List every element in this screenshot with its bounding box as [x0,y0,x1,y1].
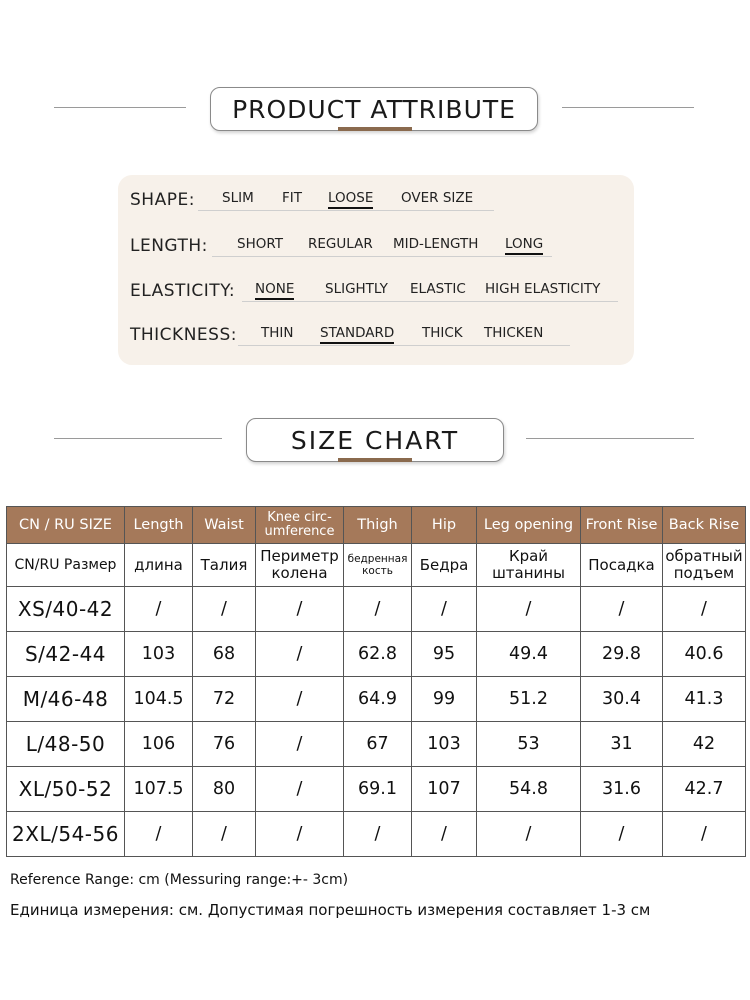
ru-header-cell: Бедра [412,544,477,587]
size-chart-table [6,506,746,857]
value-cell: 42 [663,722,746,767]
attr-option: SLIM [222,190,254,206]
attribute-panel [118,175,634,365]
value-cell: 31 [581,722,663,767]
value-cell: 31.6 [581,767,663,812]
value-cell: / [412,587,477,632]
value-cell: / [256,767,344,812]
ru-header-cell: Посадка [581,544,663,587]
value-cell: / [412,812,477,857]
value-cell: 106 [125,722,193,767]
value-cell: / [125,587,193,632]
attr-label: LENGTH: [130,236,208,256]
value-cell: / [256,632,344,677]
value-cell: 103 [125,632,193,677]
product-attribute-title [210,87,538,131]
value-cell: 40.6 [663,632,746,677]
header-cell: Thigh [344,507,412,544]
value-cell: 53 [477,722,581,767]
header-row-en [7,507,746,544]
header-cell: Front Rise [581,507,663,544]
value-cell: 62.8 [344,632,412,677]
attr-underline [238,345,570,346]
size-cell: XS/40-42 [7,587,125,632]
table-row [7,677,746,722]
header-cell: Waist [193,507,256,544]
ru-header-cell: длина [125,544,193,587]
title-accent-bar [338,458,412,462]
size-cell: XL/50-52 [7,767,125,812]
value-cell: / [193,812,256,857]
value-cell: 107.5 [125,767,193,812]
attr-option: ELASTIC [410,281,466,297]
table-row [7,812,746,857]
attr-option: SHORT [237,236,283,252]
value-cell: / [344,812,412,857]
value-cell: 30.4 [581,677,663,722]
size-cell: 2XL/54-56 [7,812,125,857]
value-cell: / [477,587,581,632]
header-cell: CN / RU SIZE [7,507,125,544]
value-cell: 42.7 [663,767,746,812]
ru-header-cell: обратный подъем [663,544,746,587]
divider-right [562,107,694,108]
header-cell: Hip [412,507,477,544]
value-cell: / [344,587,412,632]
value-cell: 68 [193,632,256,677]
attr-underline [242,301,618,302]
value-cell: / [193,587,256,632]
value-cell: / [581,587,663,632]
title-accent-bar [338,127,412,131]
value-cell: 67 [344,722,412,767]
value-cell: 64.9 [344,677,412,722]
value-cell: 49.4 [477,632,581,677]
value-cell: 76 [193,722,256,767]
value-cell: 69.1 [344,767,412,812]
value-cell: 95 [412,632,477,677]
reference-note-ru: Единица измерения: см. Допустимая погрешность измерения составляет 1-3 см [10,901,651,919]
header-cell: Back Rise [663,507,746,544]
attr-underline [198,210,494,211]
header-cell: Length [125,507,193,544]
value-cell: / [125,812,193,857]
ru-header-cell: CN/RU Размер [7,544,125,587]
size-rows [7,587,746,857]
value-cell: / [256,812,344,857]
header-cell: Knee circ-umference [256,507,344,544]
value-cell: 29.8 [581,632,663,677]
value-cell: 103 [412,722,477,767]
attr-row-thickness [118,321,634,361]
size-chart-title [246,418,504,462]
value-cell: / [663,587,746,632]
value-cell: / [256,722,344,767]
attr-option-selected: STANDARD [320,325,394,344]
reference-note-en: Reference Range: cm (Messuring range:+- 3cm) [10,872,349,888]
attr-label: ELASTICITY: [130,281,236,301]
value-cell: / [581,812,663,857]
divider-right [526,438,694,439]
value-cell: / [477,812,581,857]
value-cell: 51.2 [477,677,581,722]
value-cell: 104.5 [125,677,193,722]
value-cell: 80 [193,767,256,812]
value-cell: 41.3 [663,677,746,722]
table-row [7,587,746,632]
attr-option: MID-LENGTH [393,236,479,252]
attr-label: THICKNESS: [130,325,237,345]
header-cell: Leg opening [477,507,581,544]
attr-option: THIN [261,325,294,341]
value-cell: 72 [193,677,256,722]
attr-row-elasticity [118,276,634,316]
value-cell: 54.8 [477,767,581,812]
table-row [7,722,746,767]
attr-row-shape [118,187,634,227]
value-cell: 107 [412,767,477,812]
value-cell: 99 [412,677,477,722]
attr-label: SHAPE: [130,190,195,210]
value-cell: / [256,587,344,632]
size-chart-title-text: SIZE CHART [290,425,460,455]
attr-option: SLIGHTLY [325,281,388,297]
ru-header-cell: Талия [193,544,256,587]
value-cell: / [663,812,746,857]
ru-header-cell: Периметр колена [256,544,344,587]
divider-left [54,107,186,108]
attr-option: THICKEN [484,325,544,341]
ru-header-cell: бедренная кость [344,544,412,587]
value-cell: / [256,677,344,722]
attr-option-selected: LONG [505,236,543,255]
product-attribute-title-text: PRODUCT ATTRIBUTE [232,94,516,124]
table-row [7,767,746,812]
attr-option-selected: NONE [255,281,294,300]
size-cell: L/48-50 [7,722,125,767]
ru-header-cell: Край штанины [477,544,581,587]
attr-option: HIGH ELASTICITY [485,281,601,297]
divider-left [54,438,222,439]
attr-option: OVER SIZE [401,190,474,206]
attr-row-length [118,232,634,272]
attr-option: REGULAR [308,236,373,252]
attr-option: FIT [282,190,302,206]
size-cell: S/42-44 [7,632,125,677]
size-cell: M/46-48 [7,677,125,722]
attr-option: THICK [422,325,463,341]
attr-underline [212,256,552,257]
table-row [7,632,746,677]
attr-option-selected: LOOSE [328,190,373,209]
header-row-ru [7,544,746,587]
